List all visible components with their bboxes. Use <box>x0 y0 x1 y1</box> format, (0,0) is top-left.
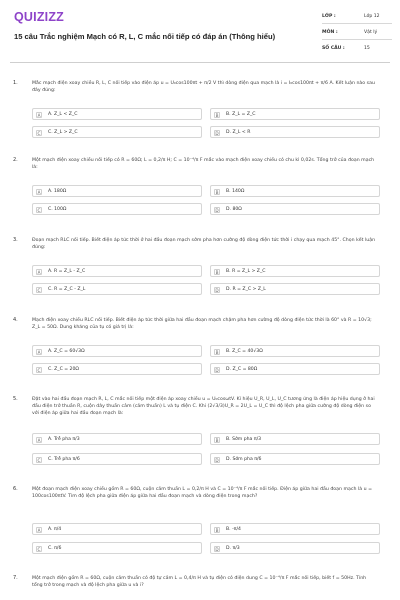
option-text: D. Z_L < R <box>226 130 251 135</box>
option-b[interactable] <box>210 523 380 535</box>
option-text: D. R = Z_C > Z_L <box>226 287 266 292</box>
option-text: C. Z_C = 20Ω <box>48 367 79 372</box>
option-d[interactable] <box>210 363 380 375</box>
meta-count-value: 15 <box>364 46 370 51</box>
option-text: B. 140Ω <box>226 189 245 194</box>
meta-subject-label: MÔN : <box>322 30 338 35</box>
option-letter: B <box>215 112 219 118</box>
option-letter: B <box>215 269 219 275</box>
question-stem: Một đoạn mạch điện xoay chiều gồm R = 60Ω, cuộn cảm thuần L = 0,2/π H và C = 10⁻⁴/π F mắc nối tiếp. Điện áp giữa hai đầu đoạn mạch là u = 100cos100πtV. Tìm độ lệch pha giữa điện áp giữa hai đầu đoạn mạch và dòng điện trong mạch? <box>32 487 373 499</box>
meta-grade-value: Lớp 12 <box>364 14 380 19</box>
option-b[interactable] <box>210 345 380 357</box>
page-header <box>0 0 400 66</box>
question-number: 7. <box>13 575 18 581</box>
question-stem: Một mạch điện xoay chiều nối tiếp có R = 60Ω; L = 0,2/π H; C = 10⁻⁴/π F mắc vào mạch điện xoay chiều có chu kì 0,02s. Tổng trở của đoạn mạch là: <box>32 158 375 170</box>
header-divider <box>10 62 390 63</box>
option-d[interactable] <box>210 126 380 138</box>
option-b[interactable] <box>210 265 380 277</box>
meta-subject-value: Vật lý <box>364 30 378 35</box>
option-text: A. R = Z_L - Z_C <box>48 269 86 274</box>
option-a[interactable] <box>32 265 202 277</box>
option-c[interactable] <box>32 203 202 215</box>
option-c[interactable] <box>32 542 202 554</box>
option-a[interactable] <box>32 108 202 120</box>
option-letter: A <box>37 437 41 443</box>
option-text: D. 80Ω <box>226 207 242 212</box>
option-letter: A <box>37 112 41 118</box>
option-letter: B <box>215 349 219 355</box>
option-b[interactable] <box>210 433 380 445</box>
option-b[interactable] <box>210 108 380 120</box>
question-number: 1. <box>13 80 18 86</box>
question-number: 3. <box>13 237 18 243</box>
option-c[interactable] <box>32 283 202 295</box>
option-letter: A <box>37 269 41 275</box>
option-letter: A <box>37 527 41 533</box>
option-letter: A <box>37 349 41 355</box>
option-text: A. π/4 <box>48 527 62 532</box>
option-letter: C <box>37 207 41 213</box>
option-letter: D <box>215 546 219 552</box>
question-stem: Đoạn mạch RLC nối tiếp. Biết điện áp tức thời ở hai đầu đoạn mạch sớm pha hơn cường độ dòng điện tức thời i chạy qua mạch 45°. Chọn kết luận đúng: <box>32 238 376 250</box>
option-text: D. π/3 <box>226 546 240 551</box>
option-letter: B <box>215 527 219 533</box>
option-d[interactable] <box>210 203 380 215</box>
option-text: A. 180Ω <box>48 189 67 194</box>
divider <box>322 23 392 24</box>
option-letter: C <box>37 457 41 463</box>
option-letter: C <box>37 287 41 293</box>
option-letter: C <box>37 130 41 136</box>
meta-count-label: SỐ CÂU : <box>322 46 345 51</box>
option-letter: D <box>215 457 219 463</box>
question-stem: Mạch điện xoay chiều RLC nối tiếp. Biết điện áp tức thời giữa hai đầu đoạn mạch chậm pha hơn cường độ dòng điện tức thời là 60° và R = 10√3; Z_L = 50Ω. Dung kháng của tụ có giá trị là: <box>32 318 372 330</box>
option-text: D. Sớm pha π/6 <box>226 457 262 462</box>
option-text: C. 100Ω <box>48 207 67 212</box>
option-text: A. Z_C = 60√3Ω <box>48 349 85 354</box>
option-letter: A <box>37 189 41 195</box>
question-stem: Mắc mạch điện xoay chiều R, L, C nối tiếp vào điện áp u = U₀cos100πt + π/2 V thì dòng điện qua mạch là i = I₀cos100πt + π/6 A. Kết luận nào sau đây đúng: <box>32 81 375 93</box>
option-text: B. R = Z_L > Z_C <box>226 269 266 274</box>
option-letter: B <box>215 189 219 195</box>
option-a[interactable] <box>32 185 202 197</box>
quizizz-logo: QUIZIZZ <box>14 10 65 24</box>
meta-grade-label: LỚP : <box>322 14 336 19</box>
divider <box>322 39 392 40</box>
option-c[interactable] <box>32 126 202 138</box>
option-letter: D <box>215 287 219 293</box>
option-text: B. Sớm pha π/3 <box>226 437 262 442</box>
option-letter: D <box>215 207 219 213</box>
question-number: 4. <box>13 317 18 323</box>
option-a[interactable] <box>32 523 202 535</box>
question-stem: Một mạch điện gồm R = 60Ω, cuộn cảm thuần có độ tự cảm L = 0,4/π H và tụ điện có điện dung C = 10⁻⁴/π F mắc nối tiếp, biết f = 50Hz. Tính tổng trở trong mạch và độ lệch pha giữa u và i? <box>32 576 367 588</box>
option-b[interactable] <box>210 185 380 197</box>
option-letter: C <box>37 367 41 373</box>
option-text: C. R = Z_C - Z_L <box>48 287 86 292</box>
option-text: B. -π/4 <box>226 527 241 532</box>
option-c[interactable] <box>32 363 202 375</box>
option-d[interactable] <box>210 453 380 465</box>
option-text: C. π/6 <box>48 546 62 551</box>
question-stem: Đặt vào hai đầu đoạn mạch R, L, C mắc nối tiếp một điện áp xoay chiều u = U₀cosωtV. Kí hiệu U_R, U_L, U_C tương ứng là điện áp hiệu dụng ở hai đầu điện trở thuần R, cuộn dây thuần cảm (cảm thuần) L và tụ điện C. Khi (2√3/3)U_R = 2U_L = U_C thì độ lệch pha giữa cường độ dòng điện so với điện áp giữa hai đầu đoạn mạch là: <box>32 397 375 416</box>
option-c[interactable] <box>32 453 202 465</box>
question-number: 6. <box>13 486 18 492</box>
option-text: C. Z_L > Z_C <box>48 130 78 135</box>
option-text: B. Z_C = 40√3Ω <box>226 349 263 354</box>
option-letter: D <box>215 130 219 136</box>
option-d[interactable] <box>210 283 380 295</box>
option-a[interactable] <box>32 345 202 357</box>
question-number: 5. <box>13 396 18 402</box>
option-text: C. Trễ pha π/6 <box>48 457 80 462</box>
option-letter: D <box>215 367 219 373</box>
option-letter: B <box>215 437 219 443</box>
option-text: B. Z_L = Z_C <box>226 112 256 117</box>
page-title: 15 câu Trắc nghiệm Mạch có R, L, C mắc nối tiếp có đáp án (Thông hiểu) <box>14 32 276 41</box>
option-text: A. Trễ pha π/3 <box>48 437 80 442</box>
option-a[interactable] <box>32 433 202 445</box>
question-number: 2. <box>13 157 18 163</box>
option-d[interactable] <box>210 542 380 554</box>
option-text: D. Z_C = 80Ω <box>226 367 258 372</box>
option-text: A. Z_L < Z_C <box>48 112 78 117</box>
option-letter: C <box>37 546 41 552</box>
